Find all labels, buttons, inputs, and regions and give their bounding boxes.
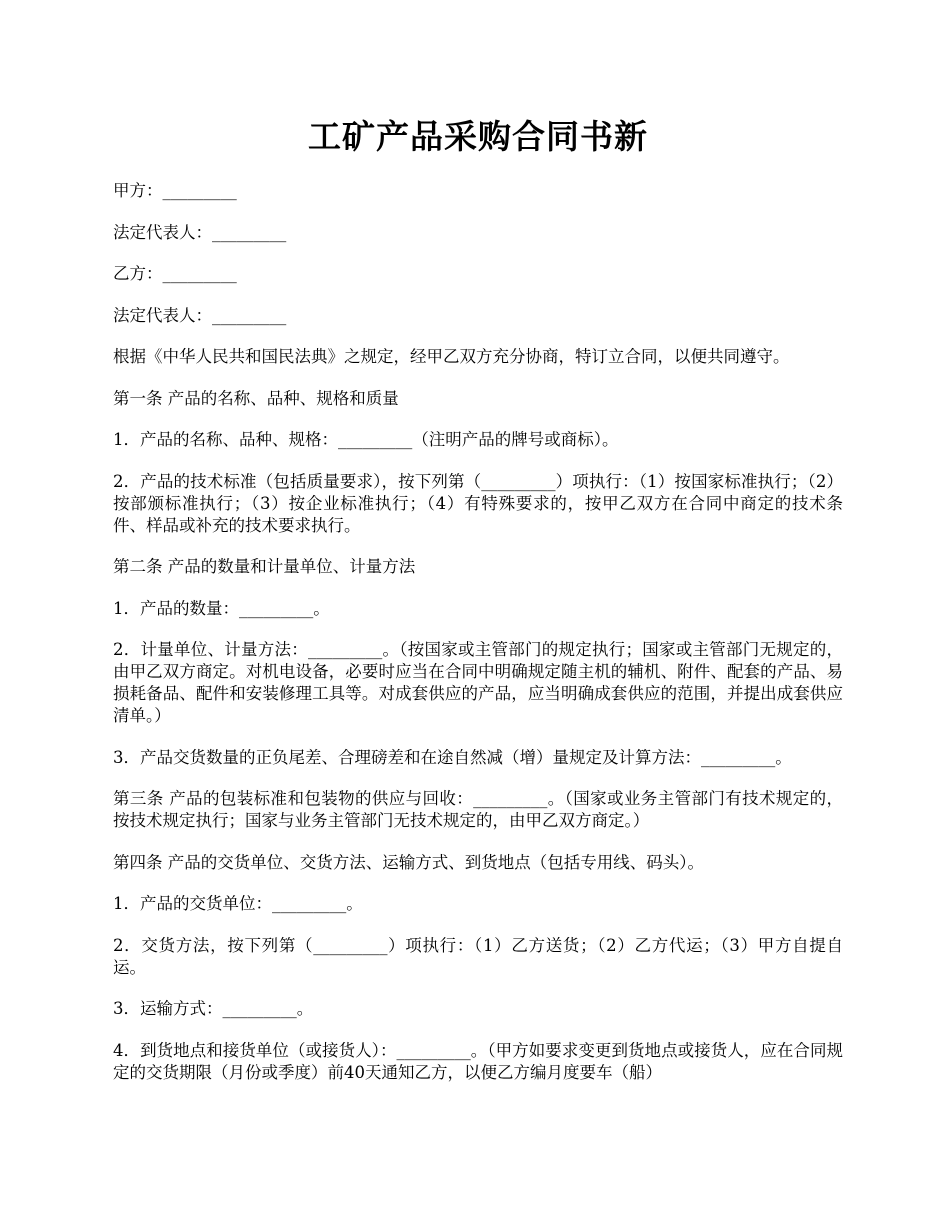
article-2-heading: 第二条 产品的数量和计量单位、计量方法 [113, 557, 416, 576]
article-1-heading: 第一条 产品的名称、品种、规格和质量 [113, 388, 399, 408]
article-2-clause-3: 3．产品交货数量的正负尾差、合理磅差和在途自然减（增）量规定及计算方法：_________。 [113, 747, 792, 767]
article-4-clause-4: 4．到货地点和接货单位（或接货人）：_________。（甲方如要求变更到货地点或接货人，应在合同规定的交货期限（月份或季度）前40天通知乙方，以便乙方编月度要车（船） [113, 1040, 843, 1082]
article-1-clause-1: 1．产品的名称、品种、规格：_________（注明产品的牌号或商标）。 [113, 430, 619, 449]
article-2-clause-1: 1．产品的数量：_________。 [113, 598, 330, 618]
article-4-heading: 第四条 产品的交货单位、交货方法、运输方式、到货地点（包括专用线、码头）。 [113, 852, 704, 872]
article-4-clause-2: 2．交货方法，按下列第（_________）项执行：（1）乙方送货；（2）乙方代运；（3）甲方自提自运。 [113, 935, 843, 977]
article-1-clause-2: 2．产品的技术标准（包括质量要求），按下列第（_________）项执行：（1）按国家标准执行；（2）按部颁标准执行；（3）按企业标准执行；（4）有特殊要求的，按甲乙双方在合同中商定的技术条件、样品或补充的技术要求执行。 [113, 471, 843, 535]
article-4-clause-1: 1．产品的交货单位：_________。 [113, 894, 363, 913]
party-a-representative-line: 法定代表人：_________ [113, 222, 287, 242]
party-b-line: 乙方：_________ [113, 264, 237, 283]
article-3-paragraph: 第三条 产品的包装标准和包装物的供应与回收：_________。（国家或业务主管部门有技术规定的，按技术规定执行；国家与业务主管部门无技术规定的，由甲乙双方商定。） [113, 789, 843, 830]
document-page [113, 112, 843, 1103]
document-title: 工矿产品采购合同书新 [308, 117, 648, 156]
article-2-clause-2: 2．计量单位、计量方法：_________。（按国家或主管部门的规定执行；国家或主管部门无规定的，由甲乙双方商定。对机电设备，必要时应当在合同中明确规定随主机的辅机、附件、配套的产品、易损耗备品、配件和安装修理工具等。对成套供应的产品，应当明确成套供应的范围，并提出成套供应清单。） [113, 640, 843, 725]
preamble-paragraph: 根据《中华人民共和国民法典》之规定，经甲乙双方充分协商，特订立合同，以便共同遵守。 [113, 347, 790, 366]
party-b-representative-line: 法定代表人：_________ [113, 305, 287, 325]
article-4-clause-3: 3．运输方式：_________。 [113, 999, 314, 1018]
party-a-line: 甲方：_________ [113, 181, 237, 200]
